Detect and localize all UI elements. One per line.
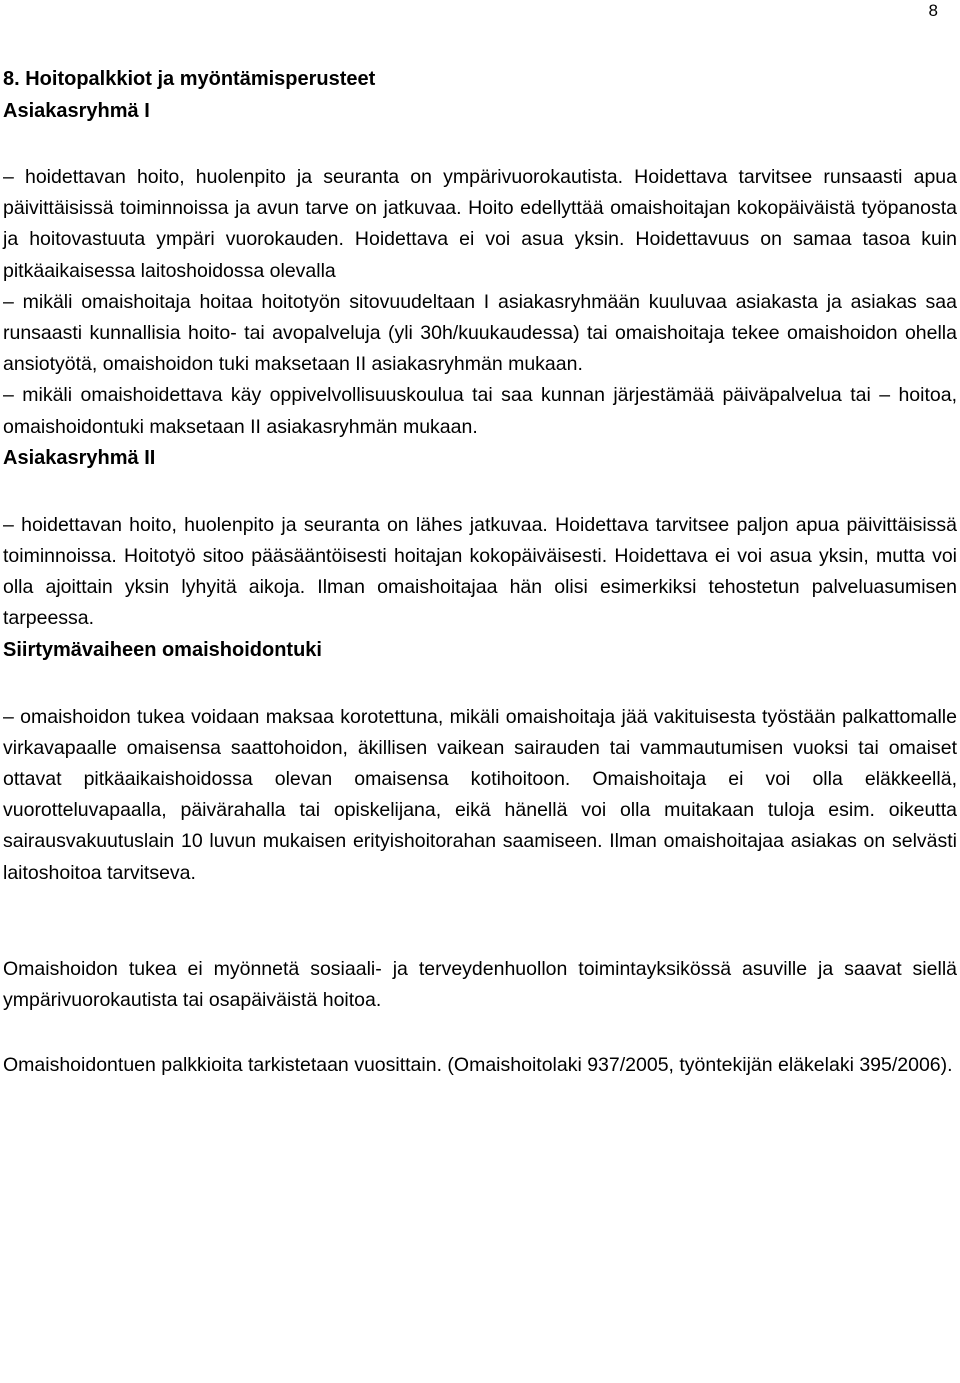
section-title: Siirtymävaiheen omaishoidontuki (3, 638, 322, 661)
paragraph: – mikäli omaishoitaja hoitaa hoitotyön sitovuudeltaan I asiakasryhmään kuuluvaa asiakasta ja asiakas saa runsaasti kunnallisia hoito- tai avopalveluja (yli 30h/kuukaudessa) tai omaishoitaja tekee omaishoidon ohella ansiotyötä, omaishoidon tuki maksetaan II asiakasryhmän mukaan. (3, 290, 957, 376)
section-asiakasryhma-2 (3, 443, 957, 635)
paragraph: – mikäli omaishoidettava käy oppivelvollisuuskoulua tai saa kunnan järjestämää päiväpalvelua tai – hoitoa, omaishoidontuki maksetaan II asiakasryhmän mukaan. (3, 384, 957, 438)
document-heading: 8. Hoitopalkkiot ja myöntämisperusteet (3, 68, 376, 90)
closing-paragraph: Omaishoidon tukea ei myönnetä sosiaali- ja terveydenhuollon toimintayksikössä asuville ja saavat siellä ympärivuorokautista tai osapäiväistä hoitoa. (3, 957, 957, 1012)
paragraph: – hoidettavan hoito, huolenpito ja seuranta on lähes jatkuvaa. Hoidettava tarvitsee paljon apua päivittäisissä toiminnoissa. Hoitotyö sitoo pääsääntöisesti hoitajan kokopäiväisesti. Hoidettava ei voi asua yksin, mutta voi olla ajoittain yksin lyhyitä aikoja. Ilman omaishoitajaa hän olisi esimerkiksi tehostetun palveluasumisen tarpeessa. (3, 513, 957, 630)
paragraph: – omaishoidon tukea voidaan maksaa korotettuna, mikäli omaishoitaja jää vakituisesta työstään palkattomalle virkavapaalle omaisensa saattohoidon, äkillisen vaikean sairauden tai vammautumisen vuoksi tai omaiset ottavat pitkäaikaishoidossa olevan omaisensa kotihoitoon. Omaishoitaja ei voi olla eläkkeellä, vuorotteluvapaalla, päivärahalla tai opiskelijana, eikä hänellä voi olla muitakaan tuloja esim. oikeutta sairausvakuutuslain 10 luvun mukaisen erityishoitorahan saamiseen. Ilman omaishoitajaa asiakas on selvästi laitoshoitoa tarvitseva. (3, 705, 957, 884)
section-title: Asiakasryhmä II (3, 446, 156, 469)
section-asiakasryhma-1 (3, 96, 957, 443)
document-body (3, 62, 957, 1081)
closing-paragraph: Omaishoidontuen palkkioita tarkistetaan vuosittain. (Omaishoitolaki 937/2005, työntekijän eläkelaki 395/2006). (3, 1054, 953, 1077)
page-number: 8 (928, 1, 938, 20)
paragraph: – hoidettavan hoito, huolenpito ja seuranta on ympärivuorokautista. Hoidettava tarvitsee runsaasti apua päivittäisissä toiminnoissa ja avun tarve on jatkuvaa. Hoito edellyttää omaishoitajan kokopäiväistä työpanosta ja hoitovastuuta ympäri vuorokauden. Hoidettava ei voi asua yksin. Hoidettavuus on samaa tasoa kuin pitkäaikaisessa laitoshoidossa olevalla (3, 166, 957, 282)
section-siirtymavaihe (3, 635, 957, 889)
section-title: Asiakasryhmä I (3, 100, 150, 122)
